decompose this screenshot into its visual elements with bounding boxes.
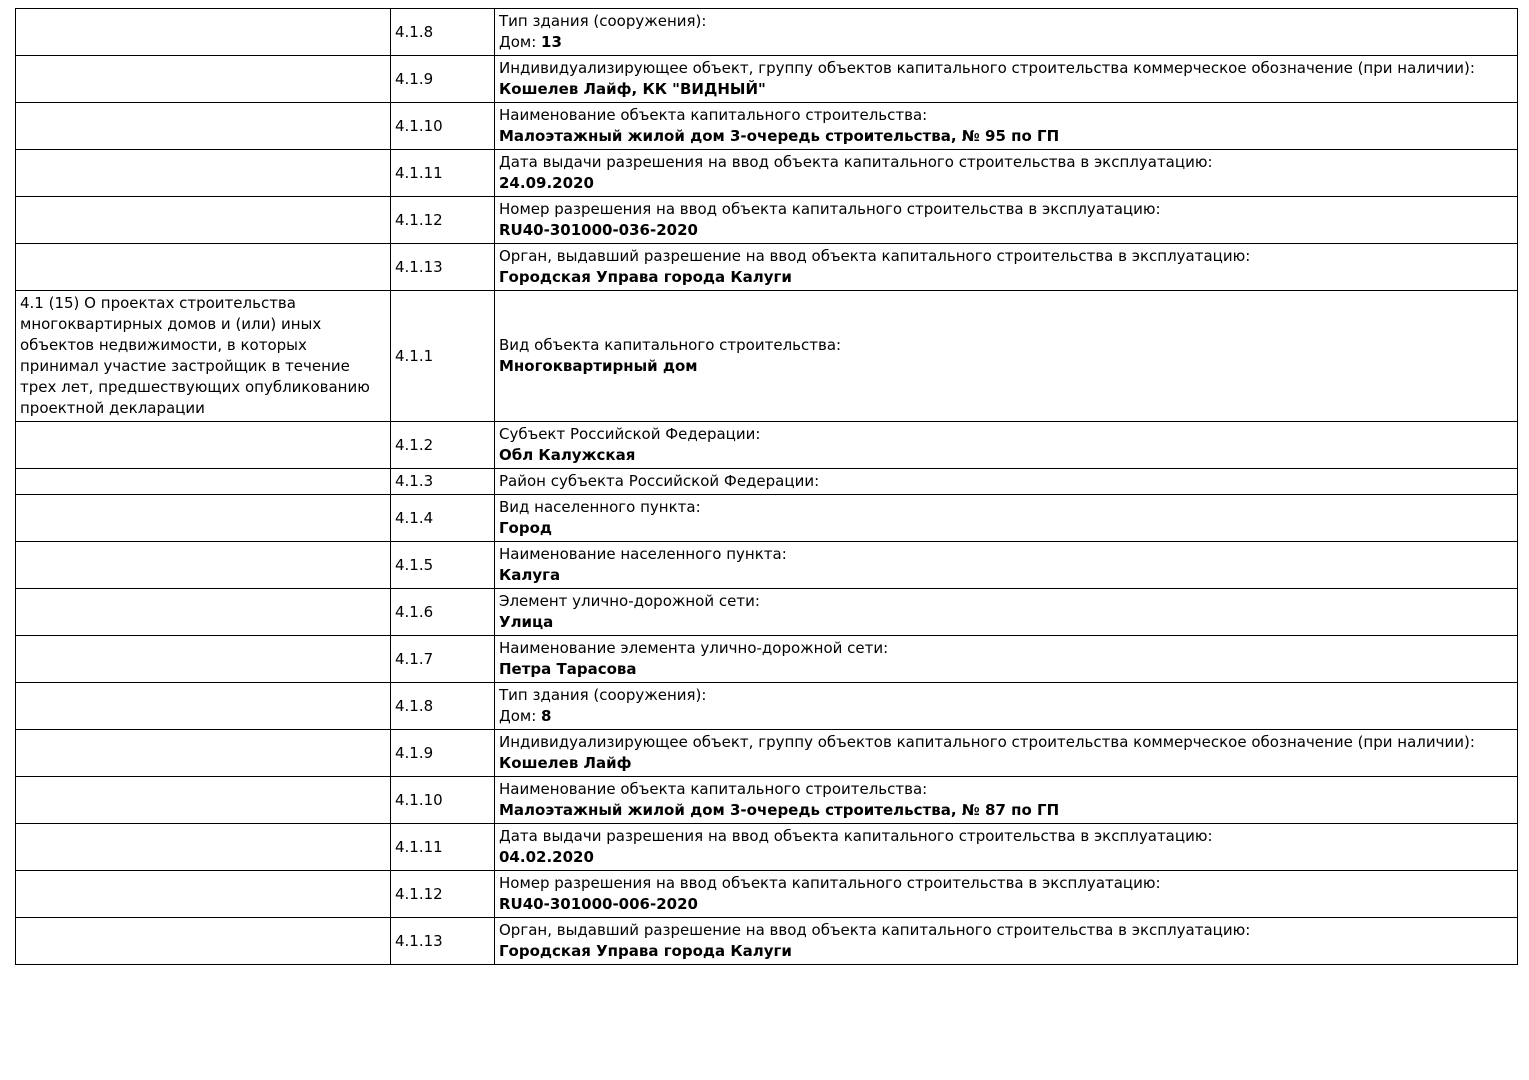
- value-text: Малоэтажный жилой дом 3-очередь строительства, № 87 по ГП: [499, 801, 1060, 819]
- table-row: [16, 291, 1518, 422]
- row-code: 4.1.12: [391, 197, 495, 244]
- field-cell: [495, 542, 1518, 589]
- row-code: 4.1.9: [391, 56, 495, 103]
- section-cell: [16, 9, 391, 56]
- row-code: 4.1.9: [391, 730, 495, 777]
- table-row: [16, 918, 1518, 965]
- row-code: 4.1.11: [391, 824, 495, 871]
- field-value: [499, 565, 1513, 586]
- field-cell: [495, 918, 1518, 965]
- value-text: Кошелев Лайф, КК "ВИДНЫЙ": [499, 80, 766, 98]
- table-row: [16, 150, 1518, 197]
- row-code: 4.1.3: [391, 469, 495, 495]
- field-label: Наименование объекта капитального строительства:: [499, 106, 928, 124]
- field-label: Вид объекта капитального строительства:: [499, 336, 842, 354]
- row-code: 4.1.1: [391, 291, 495, 422]
- field-cell: [495, 469, 1518, 495]
- section-cell: [16, 683, 391, 730]
- field-cell: [495, 197, 1518, 244]
- value-text: RU40-301000-036-2020: [499, 221, 698, 239]
- field-label: Район субъекта Российской Федерации:: [499, 472, 820, 490]
- field-cell: [495, 636, 1518, 683]
- table-row: [16, 197, 1518, 244]
- field-cell: [495, 495, 1518, 542]
- field-label: Орган, выдавший разрешение на ввод объекта капитального строительства в эксплуатацию:: [499, 921, 1251, 939]
- field-value: [499, 612, 1513, 633]
- section-cell: [16, 56, 391, 103]
- field-cell: [495, 824, 1518, 871]
- field-label: Элемент улично-дорожной сети:: [499, 592, 760, 610]
- table-row: [16, 103, 1518, 150]
- table-row: [16, 589, 1518, 636]
- row-code: 4.1.13: [391, 918, 495, 965]
- table-row: [16, 495, 1518, 542]
- field-label: Номер разрешения на ввод объекта капитального строительства в эксплуатацию:: [499, 200, 1161, 218]
- row-code: 4.1.4: [391, 495, 495, 542]
- field-cell: [495, 589, 1518, 636]
- field-cell: [495, 150, 1518, 197]
- field-value: [499, 173, 1513, 194]
- table-row: [16, 56, 1518, 103]
- section-cell: [16, 150, 391, 197]
- row-code: 4.1.2: [391, 422, 495, 469]
- field-cell: [495, 9, 1518, 56]
- field-cell: [495, 730, 1518, 777]
- field-cell: [495, 103, 1518, 150]
- field-label: Дата выдачи разрешения на ввод объекта капитального строительства в эксплуатацию:: [499, 153, 1213, 171]
- value-text: Обл Калужская: [499, 446, 636, 464]
- section-cell: [16, 730, 391, 777]
- field-value: [499, 267, 1513, 288]
- section-cell: [16, 495, 391, 542]
- field-label: Вид населенного пункта:: [499, 498, 701, 516]
- value-text: 13: [541, 33, 562, 51]
- table-row: [16, 777, 1518, 824]
- field-label: Тип здания (сооружения):: [499, 12, 707, 30]
- field-value: [499, 941, 1513, 962]
- section-cell: [16, 824, 391, 871]
- row-code: 4.1.11: [391, 150, 495, 197]
- value-text: 04.02.2020: [499, 848, 594, 866]
- field-value: [499, 894, 1513, 915]
- table-row: [16, 636, 1518, 683]
- field-label: Тип здания (сооружения):: [499, 686, 707, 704]
- section-cell: [16, 103, 391, 150]
- field-value: [499, 79, 1513, 100]
- section-cell: [16, 871, 391, 918]
- section-cell: [16, 469, 391, 495]
- section-cell: 4.1 (15) О проектах строительства многоквартирных домов и (или) иных объектов недвижимости, в которых принимал участие застройщик в течение трех лет, предшествующих опубликованию проектной декларации: [16, 291, 391, 422]
- section-cell: [16, 918, 391, 965]
- field-label: Орган, выдавший разрешение на ввод объекта капитального строительства в эксплуатацию:: [499, 247, 1251, 265]
- field-label: Наименование элемента улично-дорожной сети:: [499, 639, 889, 657]
- row-code: 4.1.10: [391, 777, 495, 824]
- section-cell: [16, 777, 391, 824]
- section-cell: [16, 197, 391, 244]
- section-cell: [16, 636, 391, 683]
- field-label: Индивидуализирующее объект, группу объектов капитального строительства коммерческое обозначение (при наличии):: [499, 733, 1475, 751]
- table-row: [16, 542, 1518, 589]
- field-value: [499, 445, 1513, 466]
- section-cell: [16, 542, 391, 589]
- value-text: Улица: [499, 613, 554, 631]
- row-code: 4.1.7: [391, 636, 495, 683]
- field-label: Субъект Российской Федерации:: [499, 425, 761, 443]
- table-row: [16, 683, 1518, 730]
- declaration-table-body: [16, 9, 1518, 965]
- section-cell: [16, 422, 391, 469]
- field-value: [499, 356, 1513, 377]
- value-text: 24.09.2020: [499, 174, 594, 192]
- field-value: [499, 753, 1513, 774]
- row-code: 4.1.8: [391, 683, 495, 730]
- value-text: Кошелев Лайф: [499, 754, 632, 772]
- table-row: [16, 469, 1518, 495]
- value-prefix: Дом:: [499, 33, 542, 51]
- field-value: [499, 518, 1513, 539]
- field-cell: [495, 56, 1518, 103]
- value-text: Малоэтажный жилой дом 3-очередь строительства, № 95 по ГП: [499, 127, 1060, 145]
- value-text: Городская Управа города Калуги: [499, 268, 792, 286]
- field-cell: [495, 683, 1518, 730]
- field-cell: [495, 244, 1518, 291]
- value-text: Калуга: [499, 566, 561, 584]
- table-row: [16, 730, 1518, 777]
- field-cell: [495, 871, 1518, 918]
- row-code: 4.1.13: [391, 244, 495, 291]
- field-value: [499, 800, 1513, 821]
- field-cell: [495, 291, 1518, 422]
- section-cell: [16, 589, 391, 636]
- field-value: [499, 659, 1513, 680]
- value-prefix: Дом:: [499, 707, 542, 725]
- value-text: RU40-301000-006-2020: [499, 895, 698, 913]
- field-cell: [495, 777, 1518, 824]
- field-label: Номер разрешения на ввод объекта капитального строительства в эксплуатацию:: [499, 874, 1161, 892]
- row-code: 4.1.10: [391, 103, 495, 150]
- value-text: Петра Тарасова: [499, 660, 637, 678]
- field-label: Наименование населенного пункта:: [499, 545, 787, 563]
- table-row: [16, 824, 1518, 871]
- field-label: Дата выдачи разрешения на ввод объекта капитального строительства в эксплуатацию:: [499, 827, 1213, 845]
- row-code: 4.1.5: [391, 542, 495, 589]
- value-text: 8: [541, 707, 552, 725]
- field-value: [499, 32, 1513, 53]
- field-value: [499, 847, 1513, 868]
- field-value: [499, 126, 1513, 147]
- value-text: Городская Управа города Калуги: [499, 942, 792, 960]
- field-value: [499, 706, 1513, 727]
- value-text: Город: [499, 519, 553, 537]
- field-cell: [495, 422, 1518, 469]
- declaration-table: [15, 8, 1518, 965]
- value-text: Многоквартирный дом: [499, 357, 698, 375]
- row-code: 4.1.8: [391, 9, 495, 56]
- row-code: 4.1.6: [391, 589, 495, 636]
- field-label: Наименование объекта капитального строительства:: [499, 780, 928, 798]
- field-value: [499, 220, 1513, 241]
- table-row: [16, 871, 1518, 918]
- field-label: Индивидуализирующее объект, группу объектов капитального строительства коммерческое обозначение (при наличии):: [499, 59, 1475, 77]
- table-row: [16, 244, 1518, 291]
- section-cell: [16, 244, 391, 291]
- table-row: [16, 422, 1518, 469]
- row-code: 4.1.12: [391, 871, 495, 918]
- table-row: [16, 9, 1518, 56]
